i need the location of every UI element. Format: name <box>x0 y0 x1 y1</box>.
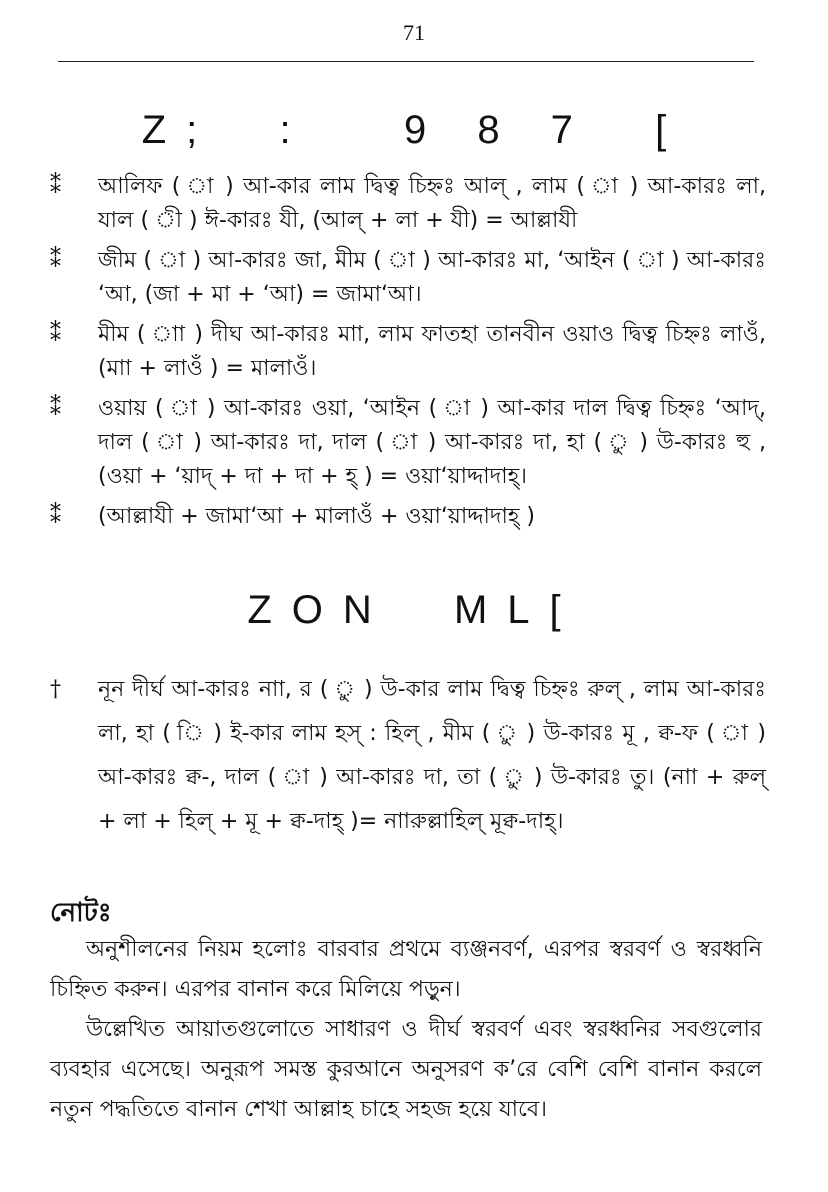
item-text: জীম ( া ) আ-কারঃ জা, মীম ( া ) আ-কারঃ মা, ‘আইন ( া ) আ-কারঃ ‘আ, (জা + মা + ‘আ) = জামা‘আ। <box>98 248 766 307</box>
list-item <box>46 318 766 386</box>
list-item <box>46 500 766 534</box>
bullet-icon: ⁑ <box>50 504 61 529</box>
list-item <box>46 392 766 494</box>
note-paragraph: উল্লেখিত আয়াতগুলোতে সাধারণ ও দীর্ঘ স্বরবর্ণ এবং স্বরধ্বনির সবগুলোর ব্যবহার এসেছে। অনুরূপ সমস্ত কুরআনে অনুসরণ ক’রে বেশি বেশি বানান করলে নতুন পদ্ধতিতে বানান শেখা আল্লাহ চাহে সহজ হয়ে যাবে। <box>50 1017 762 1122</box>
note-title: নোটঃ <box>50 898 112 928</box>
list-item <box>46 668 766 844</box>
bullet-icon: ⁑ <box>50 396 61 421</box>
list-item <box>46 170 766 238</box>
item-text: আলিফ ( া ) আ-কার লাম দ্বিত্ব চিহ্নঃ আল্ , লাম ( া ) আ-কারঃ লা, যাল ( ী ) ঈ-কারঃ যী, (আল্ + লা + যী) = আল্লাযী <box>98 174 766 233</box>
item-text: (আল্লাযী + জামা‘আ + মালাওঁ + ওয়া‘য়াদ্দাদাহ্ ) <box>98 504 535 529</box>
section-2-list <box>46 668 766 850</box>
item-text: মীম ( াা ) দীঘ আ-কারঃ মাা, লাম ফাতহা তানবীন ওয়াও দ্বিত্ব চিহ্নঃ লাওঁ, (মাা + লাওঁ ) = মালাওঁ। <box>98 322 766 381</box>
section-heading-1: Z; : 9 8 7 [ <box>141 108 687 152</box>
item-text: নূন দীর্ঘ আ-কারঃ নাা, র ( ু ) উ-কার লাম দ্বিত্ব চিহ্নঃ রুল্ , লাম আ-কারঃ লা, হা ( ি ) ই-কার লাম হস্ : হিল্ , মীম ( ু ) উ-কারঃ মূ , ক্ব-ফ ( া ) আ-কারঃ ক্ব-, দাল ( া ) আ-কারঃ দা, তা ( ু ) উ-কারঃ তু। (নাা + রুল্ + লা + হিল্ + মূ + ক্ব-দাহ্ )= নাারুল্লাহিল্ মূক্ব-দাহ্। <box>98 677 766 834</box>
bullet-icon: ⁑ <box>50 174 61 199</box>
bullet-icon: ⁑ <box>50 322 61 347</box>
dagger-icon: † <box>50 677 61 702</box>
section-heading-2: ZON ML[ <box>247 588 581 632</box>
list-item <box>46 244 766 312</box>
note-paragraph: অনুশীলনের নিয়ম হলোঃ বারবার প্রথমে ব্যঞ্জনবর্ণ, এরপর স্বরবর্ণ ও স্বরধ্বনি চিহ্নিত করুন। এরপর বানান করে মিলিয়ে পড়ুন। <box>50 937 762 1002</box>
page-number: 71 <box>403 20 425 45</box>
bullet-icon: ⁑ <box>50 248 61 273</box>
item-text: ওয়ায় ( া ) আ-কারঃ ওয়া, ‘আইন ( া ) আ-কার দাল দ্বিত্ব চিহ্নঃ ‘আদ্, দাল ( া ) আ-কারঃ দা, দাল ( া ) আ-কারঃ দা, হা ( ু ) উ-কারঃ হু , (ওয়া + ‘য়াদ্ + দা + দা + হ্ ) = ওয়া‘য়াদ্দাদাহ্। <box>98 396 766 489</box>
note-body <box>50 930 762 1130</box>
header-rule <box>58 61 754 62</box>
section-1-list <box>46 170 766 540</box>
